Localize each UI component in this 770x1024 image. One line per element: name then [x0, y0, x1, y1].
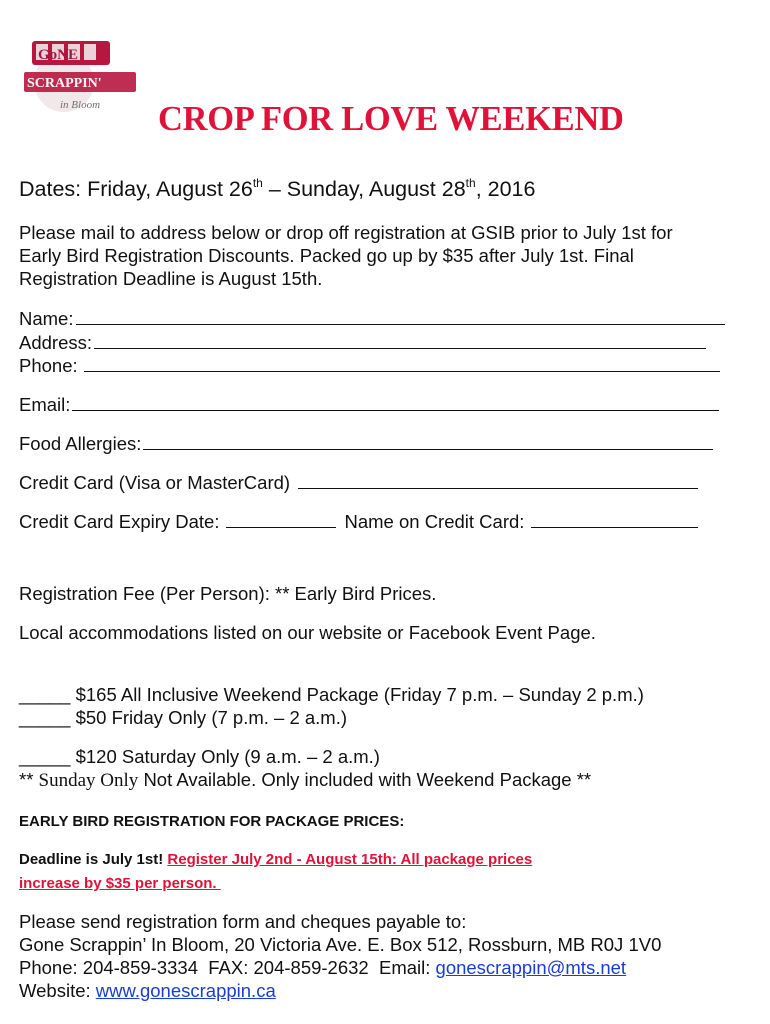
package-weekend-label: $165 All Inclusive Weekend Package (Friday 7 p.m. – Sunday 2 p.m.): [75, 684, 644, 705]
deadline-red-line1[interactable]: Register July 2nd - August 15th: All package prices: [167, 851, 533, 868]
intro-line: Registration Deadline is August 15th.: [19, 268, 323, 289]
deadline-red-line2[interactable]: increase by $35 per person.: [19, 875, 221, 892]
email-field: [19, 393, 719, 416]
accommodations-note: Local accommodations listed on our website or Facebook Event Page.: [19, 622, 596, 643]
address-field: [19, 331, 706, 354]
name-on-card-blank[interactable]: [531, 510, 698, 528]
email-label: Email:: [19, 394, 71, 415]
package-friday: [19, 706, 347, 729]
sunday-note-rest: Not Available. Only included with Weekend Package **: [143, 769, 592, 790]
dates-sup1: th: [252, 176, 263, 190]
address-blank[interactable]: [94, 331, 706, 349]
name-blank[interactable]: [76, 307, 725, 325]
website-link[interactable]: www.gonescrappin.ca: [95, 980, 276, 1001]
contact-email-link[interactable]: gonescrappin@mts.net: [435, 957, 627, 978]
page-title: CROP FOR LOVE WEEKEND: [158, 100, 624, 138]
deadline-line1: [19, 851, 532, 868]
contact-send: Please send registration form and cheques payable to:: [19, 911, 467, 932]
package-weekend-blank[interactable]: _____: [19, 684, 71, 705]
intro-line: Early Bird Registration Discounts. Packed go up by $35 after July 1st. Final: [19, 245, 634, 266]
contact-website: [19, 979, 276, 1002]
logo-line1: GoNE: [38, 47, 79, 63]
credit-card-blank[interactable]: [298, 471, 698, 489]
food-allergies-label: Food Allergies:: [19, 433, 142, 454]
sunday-only-text: Sunday Only: [38, 770, 139, 791]
expiry-blank[interactable]: [226, 510, 336, 528]
intro-line: Please mail to address below or drop off registration at GSIB prior to July 1st for: [19, 222, 673, 243]
contact-phone-fax: Phone: 204-859-3334 FAX: 204-859-2632 Email:: [19, 957, 436, 978]
address-label: Address:: [19, 332, 93, 353]
contact-phone-fax-email: [19, 956, 626, 979]
expiry-name-on-card-field: [19, 510, 698, 533]
package-weekend: [19, 683, 644, 706]
event-dates: [19, 177, 535, 202]
logo-line3: in Bloom: [60, 99, 101, 111]
sunday-note-prefix: **: [19, 769, 34, 790]
credit-card-field: [19, 471, 698, 494]
food-allergies-blank[interactable]: [143, 432, 713, 450]
dates-suffix: , 2016: [475, 177, 536, 201]
package-friday-blank[interactable]: _____: [19, 707, 71, 728]
package-saturday-label: $120 Saturday Only (9 a.m. – 2 a.m.): [75, 746, 380, 767]
package-saturday-blank[interactable]: _____: [19, 746, 71, 767]
logo-graphic: [22, 38, 140, 118]
name-field: [19, 307, 725, 330]
phone-blank[interactable]: [84, 354, 720, 372]
credit-card-label: Credit Card (Visa or MasterCard): [19, 472, 291, 493]
dates-sup2: th: [465, 176, 476, 190]
logo-line2: SCRAPPIN': [27, 76, 102, 91]
website-label: Website:: [19, 980, 96, 1001]
package-saturday: [19, 745, 380, 768]
deadline-line2: [19, 875, 221, 892]
early-bird-heading: EARLY BIRD REGISTRATION FOR PACKAGE PRICES:: [19, 813, 405, 830]
gone-scrappin-logo: [22, 38, 140, 118]
phone-label: Phone:: [19, 355, 78, 376]
deadline-black: Deadline is July 1st!: [19, 851, 164, 868]
registration-fee: Registration Fee (Per Person): ** Early Bird Prices.: [19, 583, 437, 604]
expiry-label: Credit Card Expiry Date:: [19, 511, 220, 532]
contact-address: Gone Scrappin’ In Bloom, 20 Victoria Ave. E. Box 512, Rossburn, MB R0J 1V0: [19, 934, 662, 955]
phone-field: [19, 354, 720, 377]
name-label: Name:: [19, 308, 74, 329]
sunday-note: [19, 768, 591, 792]
dates-middle: – Sunday, August 28: [262, 177, 466, 201]
dates-prefix: Dates: Friday, August 26: [19, 177, 253, 201]
package-friday-label: $50 Friday Only (7 p.m. – 2 a.m.): [75, 707, 348, 728]
intro-paragraph: [19, 221, 749, 290]
name-on-card-label: Name on Credit Card:: [344, 511, 525, 532]
email-blank[interactable]: [72, 393, 719, 411]
food-allergies-field: [19, 432, 713, 455]
